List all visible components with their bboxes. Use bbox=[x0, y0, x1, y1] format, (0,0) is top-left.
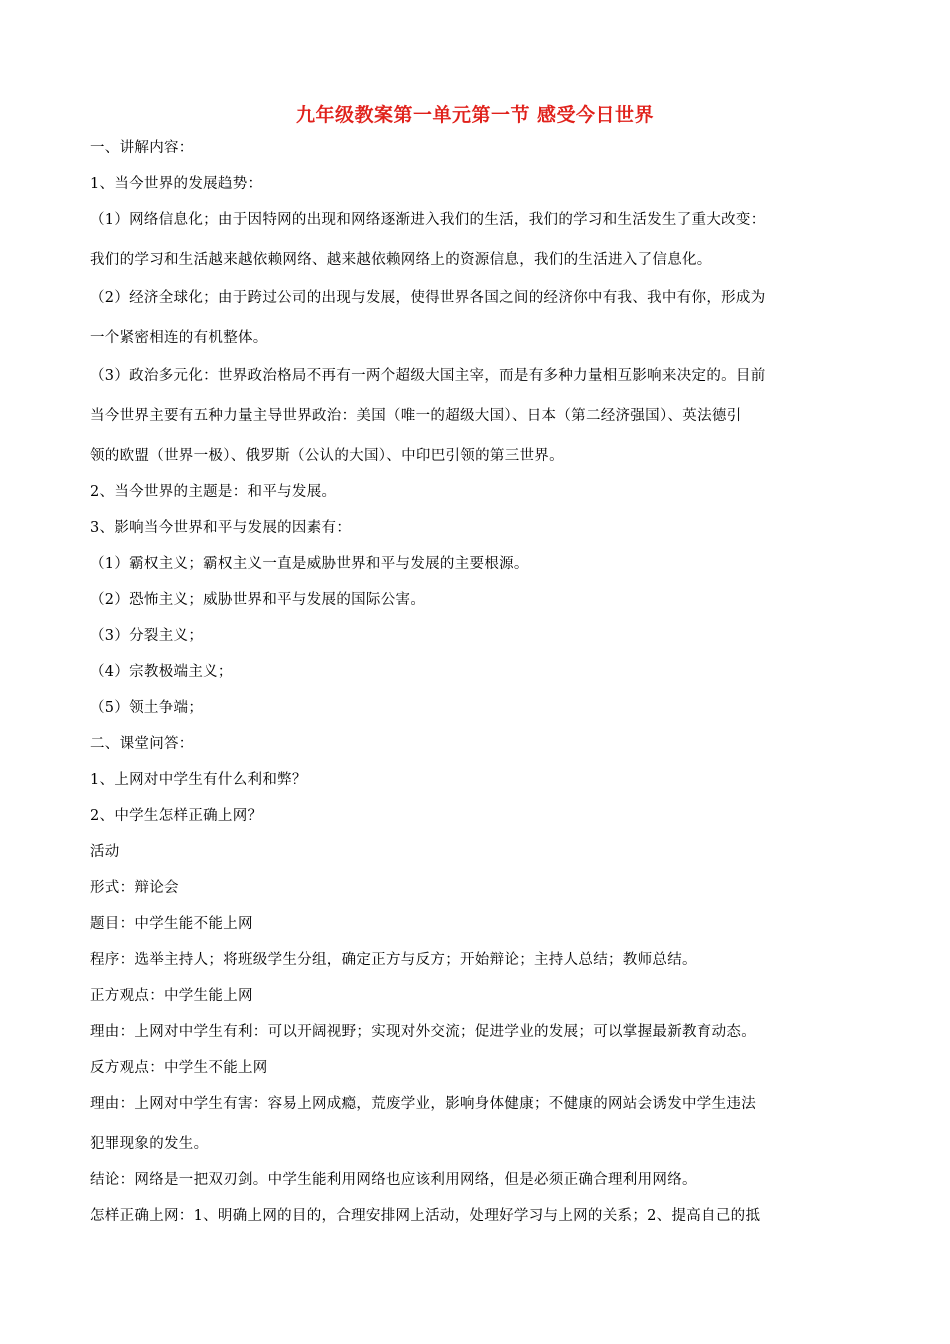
document-title: 九年级教案第一单元第一节 感受今日世界 bbox=[295, 104, 655, 126]
activity-line: 理由：上网对中学生有利：可以开阔视野；实现对外交流；促进学业的发展；可以掌握最新教育动态。 bbox=[90, 1024, 756, 1040]
activity-line: 犯罪现象的发生。 bbox=[90, 1136, 209, 1152]
list-item: （5）领土争端； bbox=[90, 700, 204, 716]
section-heading: 一、讲解内容： bbox=[90, 140, 194, 156]
subheading: 2、当今世界的主题是：和平与发展。 bbox=[90, 484, 337, 500]
paragraph-line: 当今世界主要有五种力量主导世界政治：美国（唯一的超级大国）、日本（第二经济强国）、英法德引 bbox=[90, 408, 742, 424]
list-item: （1）霸权主义；霸权主义一直是威胁世界和平与发展的主要根源。 bbox=[90, 556, 529, 572]
activity-line: 程序：选举主持人；将班级学生分组，确定正方与反方；开始辩论；主持人总结；教师总结。 bbox=[90, 952, 697, 968]
paragraph-line: （3）政治多元化：世界政治格局不再有一两个超级大国主宰，而是有多种力量相互影响来决定的。目前 bbox=[90, 368, 766, 384]
question-item: 1、上网对中学生有什么利和弊？ bbox=[90, 772, 307, 788]
activity-line: 理由：上网对中学生有害：容易上网成瘾，荒废学业，影响身体健康；不健康的网站会诱发中学生违法 bbox=[90, 1096, 756, 1112]
list-item: （3）分裂主义； bbox=[90, 628, 204, 644]
paragraph-line: （2）经济全球化；由于跨过公司的出现与发展，使得世界各国之间的经济你中有我、我中有你，形成为 bbox=[90, 290, 766, 306]
question-item: 2、中学生怎样正确上网？ bbox=[90, 808, 263, 824]
activity-line: 反方观点：中学生不能上网 bbox=[90, 1060, 268, 1076]
paragraph-line: （1）网络信息化；由于因特网的出现和网络逐渐进入我们的生活，我们的学习和生活发生了重大改变： bbox=[90, 212, 766, 228]
section-heading: 二、课堂问答： bbox=[90, 736, 194, 752]
activity-heading: 活动 bbox=[90, 844, 120, 860]
list-item: （4）宗教极端主义； bbox=[90, 664, 233, 680]
activity-line: 题目：中学生能不能上网 bbox=[90, 916, 253, 932]
activity-line: 结论：网络是一把双刃剑。中学生能利用网络也应该利用网络，但是必须正确合理利用网络。 bbox=[90, 1172, 697, 1188]
activity-line: 怎样正确上网：1、明确上网的目的，合理安排网上活动，处理好学习与上网的关系；2、提高自己的抵 bbox=[90, 1208, 761, 1224]
subheading: 3、影响当今世界和平与发展的因素有： bbox=[90, 520, 352, 536]
activity-line: 正方观点：中学生能上网 bbox=[90, 988, 253, 1004]
list-item: （2）恐怖主义；威胁世界和平与发展的国际公害。 bbox=[90, 592, 426, 608]
paragraph-line: 我们的学习和生活越来越依赖网络、越来越依赖网络上的资源信息，我们的生活进入了信息化。 bbox=[90, 252, 712, 268]
paragraph-line: 一个紧密相连的有机整体。 bbox=[90, 330, 268, 346]
paragraph-line: 领的欧盟（世界一极）、俄罗斯（公认的大国）、中印巴引领的第三世界。 bbox=[90, 448, 564, 464]
subheading: 1、当今世界的发展趋势： bbox=[90, 176, 263, 192]
activity-line: 形式：辩论会 bbox=[90, 880, 179, 896]
